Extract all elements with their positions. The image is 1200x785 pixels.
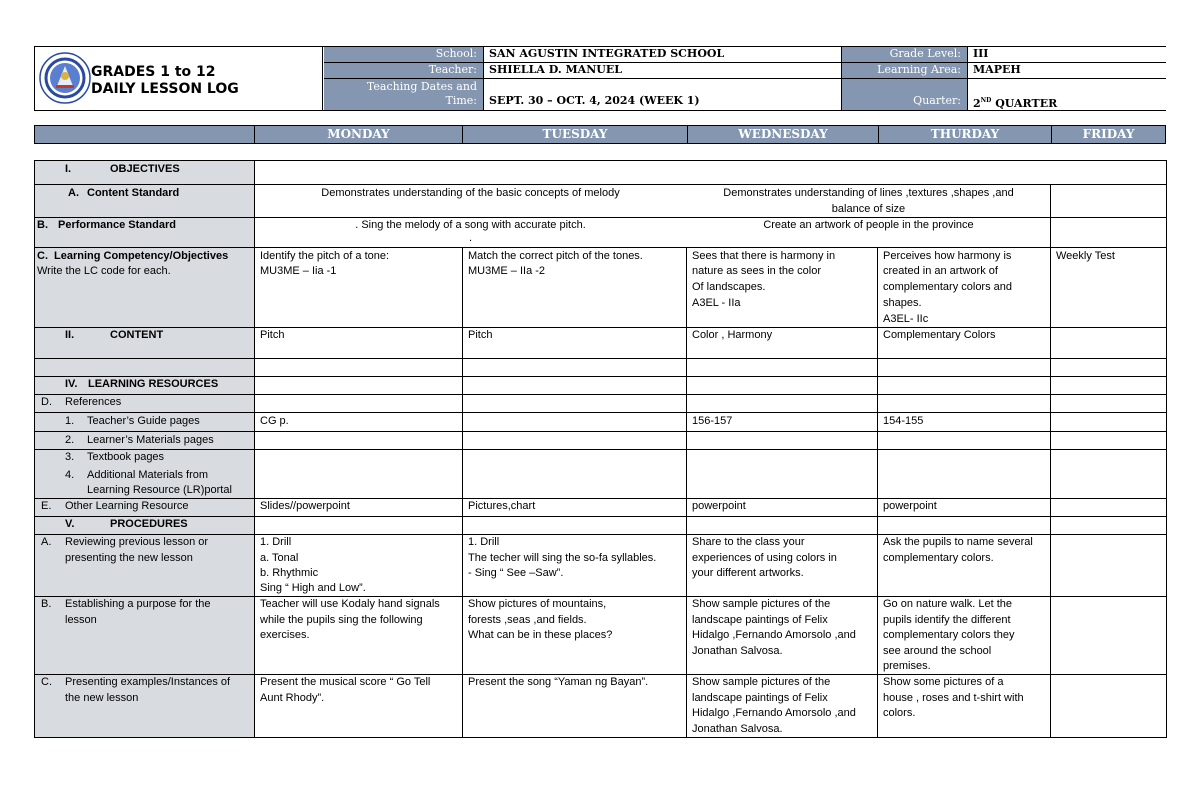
tg-mon: CG p.: [260, 415, 289, 427]
performance-standard-artwork: Create an artwork of people in the province: [763, 219, 974, 231]
proc-a-tue-1: 1. Drill: [468, 536, 500, 548]
dll-title: [91, 64, 239, 98]
content-standard-lines-2: balance of size: [831, 203, 906, 215]
proc-a-mon-4: Sing “ High and Low”.: [260, 582, 366, 594]
performance-standard-num: B.: [37, 219, 48, 231]
competency-mon-1: Identify the pitch of a tone:: [260, 250, 390, 262]
teacher-label: Teacher:: [324, 63, 484, 79]
proc-b-label-2: lesson: [65, 614, 97, 626]
proc-a-mon-3: b. Rhythmic: [260, 567, 319, 579]
competency-wed-1: Sees that there is harmony in: [692, 250, 836, 262]
proc-b-mon-2: while the pupils sing the following: [260, 614, 423, 626]
proc-a-mon-2: a. Tonal: [260, 552, 299, 564]
competency-tue-2: MU3ME – IIa -2: [468, 265, 546, 277]
proc-a-wed-1: Share to the class your: [692, 536, 805, 548]
competency-thu-3: complementary colors and: [883, 281, 1013, 293]
school-label: School:: [324, 47, 484, 63]
performance-standard-sing: . Sing the melody of a song with accurate pitch.: [355, 219, 586, 231]
proc-c-num: C.: [41, 676, 52, 688]
lm-num: 2.: [65, 434, 75, 446]
grade-level-value: III: [968, 47, 1166, 63]
proc-b-thu-5: premises.: [883, 660, 931, 672]
content-standard-lines-1: Demonstrates understanding of lines ,textures ,shapes ,and: [723, 187, 1014, 199]
competency-wed-4: A3EL - IIa: [692, 297, 741, 309]
proc-c-mon-1: Present the musical score “ Go Tell: [260, 676, 431, 688]
competency-tue-1: Match the correct pitch of the tones.: [468, 250, 643, 262]
proc-c-wed-4: Jonathan Salvosa.: [692, 723, 783, 735]
proc-a-label-2: presenting the new lesson: [65, 552, 193, 564]
day-friday: FRIDAY: [1051, 126, 1165, 143]
proc-b-mon-1: Teacher will use Kodaly hand signals: [260, 598, 440, 610]
other-tue: Pictures,chart: [468, 500, 536, 512]
school-value: SAN AGUSTIN INTEGRATED SCHOOL: [484, 47, 842, 63]
quarter-text: QUARTER: [995, 97, 1058, 110]
teaching-dates-label: [324, 79, 484, 110]
tg-thu: 154-155: [883, 415, 924, 427]
proc-b-tue-3: What can be in these places?: [468, 629, 613, 641]
proc-c-label-2: the new lesson: [65, 692, 139, 704]
quarter-suffix: ND: [980, 97, 992, 104]
teaching-dates-value: SEPT. 30 – OCT. 4, 2024 (WEEK 1): [484, 79, 842, 110]
quarter-value: [968, 79, 1166, 110]
proc-a-wed-3: your different artworks.: [692, 567, 804, 579]
am-num: 4.: [65, 469, 75, 481]
competency-num: C.: [37, 250, 48, 262]
proc-b-wed-3: Hidalgo ,Fernando Amorsolo ,and: [692, 629, 856, 641]
day-monday: MONDAY: [254, 126, 462, 143]
proc-b-tue-2: forests ,seas ,and fields.: [468, 614, 587, 626]
objectives-num: I.: [65, 163, 72, 175]
competency-thu-2: created in an artwork of: [883, 265, 998, 277]
learning-area-label: Learning Area:: [842, 63, 968, 79]
proc-c-tue-1: Present the song “Yaman ng Bayan”.: [468, 676, 649, 688]
deped-seal-icon: [39, 52, 91, 104]
competency-fri: Weekly Test: [1056, 250, 1115, 262]
tg-wed: 156-157: [692, 415, 733, 427]
content-standard-label: Content Standard: [87, 187, 180, 199]
am-label-2: Learning Resource (LR)portal: [87, 484, 232, 496]
proc-b-tue-1: Show pictures of mountains,: [468, 598, 607, 610]
grade-level-label: Grade Level:: [842, 47, 968, 63]
tg-label: Teacher’s Guide pages: [87, 415, 200, 427]
other-mon: Slides//powerpoint: [260, 500, 350, 512]
proc-c-wed-2: landscape paintings of Felix: [692, 692, 828, 704]
resources-num: IV.: [65, 378, 78, 390]
competency-label: Learning Competency/Objectives: [54, 250, 229, 262]
proc-a-wed-2: experiences of using colors in: [692, 552, 837, 564]
proc-b-thu-2: pupils identify the different: [883, 614, 1011, 626]
proc-b-label: Establishing a purpose for the: [65, 598, 211, 610]
proc-a-tue-3: - Sing “ See –Saw”.: [468, 567, 564, 579]
tb-label: Textbook pages: [87, 451, 165, 463]
proc-b-thu-4: see around the school: [883, 645, 992, 657]
teacher-value: SHIELLA D. MANUEL: [484, 63, 842, 79]
proc-b-num: B.: [41, 598, 52, 610]
proc-c-wed-3: Hidalgo ,Fernando Amorsolo ,and: [692, 707, 856, 719]
proc-a-mon-1: 1. Drill: [260, 536, 292, 548]
procedures-num: V.: [65, 518, 75, 530]
proc-c-label: Presenting examples/Instances of: [65, 676, 231, 688]
competency-wed-3: Of landscapes.: [692, 281, 766, 293]
other-label: Other Learning Resource: [65, 500, 189, 512]
quarter-label: Quarter:: [842, 79, 968, 110]
content-standard-melody: Demonstrates understanding of the basic concepts of melody: [321, 187, 620, 199]
proc-a-thu-2: complementary colors.: [883, 552, 994, 564]
weekday-header-row: [34, 125, 1166, 144]
proc-c-wed-1: Show sample pictures of the: [692, 676, 831, 688]
proc-a-thu-1: Ask the pupils to name several: [883, 536, 1033, 548]
other-wed: powerpoint: [692, 500, 746, 512]
day-wednesday: WEDNESDAY: [687, 126, 878, 143]
content-wed: Color , Harmony: [692, 329, 773, 341]
title-line-2: DAILY LESSON LOG: [91, 81, 239, 97]
lm-label: Learner’s Materials pages: [87, 434, 214, 446]
content-tue: Pitch: [468, 329, 493, 341]
references-label: References: [65, 396, 122, 408]
proc-b-thu-1: Go on nature walk. Let the: [883, 598, 1013, 610]
competency-wed-2: nature as sees in the color: [692, 265, 822, 277]
competency-mon-2: MU3ME – Iia -1: [260, 265, 337, 277]
quarter-number: 2: [973, 97, 981, 110]
procedures-label: PROCEDURES: [110, 518, 188, 530]
content-thu: Complementary Colors: [883, 329, 996, 341]
tb-num: 3.: [65, 451, 75, 463]
proc-b-mon-3: exercises.: [260, 629, 310, 641]
teaching-dates-label-line1: Teaching Dates and: [366, 80, 477, 93]
title-line-1: GRADES 1 to 12: [91, 64, 216, 80]
references-num: D.: [41, 396, 52, 408]
content-num: II.: [65, 329, 75, 341]
proc-b-thu-3: complementary colors they: [883, 629, 1015, 641]
proc-b-wed-4: Jonathan Salvosa.: [692, 645, 783, 657]
proc-a-num: A.: [41, 536, 52, 548]
objectives-label: OBJECTIVES: [110, 163, 180, 175]
header-info-grid: [324, 47, 1166, 110]
competency-thu-5: A3EL- IIc: [883, 313, 929, 325]
learning-area-value: MAPEH: [968, 63, 1166, 79]
tg-num: 1.: [65, 415, 75, 427]
performance-standard-dot: .: [468, 232, 473, 244]
performance-standard-label: Performance Standard: [58, 219, 176, 231]
resources-label: LEARNING RESOURCES: [88, 378, 219, 390]
header-brand: [35, 47, 323, 110]
am-label: Additional Materials from: [87, 469, 209, 481]
day-tuesday: TUESDAY: [462, 126, 687, 143]
content-mon: Pitch: [260, 329, 285, 341]
proc-c-thu-2: house , roses and t-shirt with: [883, 692, 1024, 704]
content-standard-num: A.: [68, 187, 79, 199]
proc-c-thu-3: colors.: [883, 707, 916, 719]
day-thursday: THURDAY: [878, 126, 1051, 143]
dll-header: [34, 46, 1166, 111]
content-label: CONTENT: [110, 329, 164, 341]
competency-label-2: Write the LC code for each.: [37, 265, 171, 277]
proc-c-thu-1: Show some pictures of a: [883, 676, 1004, 688]
proc-a-label: Reviewing previous lesson or: [65, 536, 209, 548]
other-thu: powerpoint: [883, 500, 937, 512]
lesson-table: [34, 160, 1167, 738]
proc-b-wed-2: landscape paintings of Felix: [692, 614, 828, 626]
other-num: E.: [41, 500, 52, 512]
competency-thu-1: Perceives how harmony is: [883, 250, 1012, 262]
proc-c-mon-2: Aunt Rhody”.: [260, 692, 325, 704]
proc-a-tue-2: The techer will sing the so-fa syllables.: [468, 552, 657, 564]
competency-thu-4: shapes.: [883, 297, 922, 309]
proc-b-wed-1: Show sample pictures of the: [692, 598, 831, 610]
teaching-dates-label-line2: Time:: [445, 94, 477, 107]
